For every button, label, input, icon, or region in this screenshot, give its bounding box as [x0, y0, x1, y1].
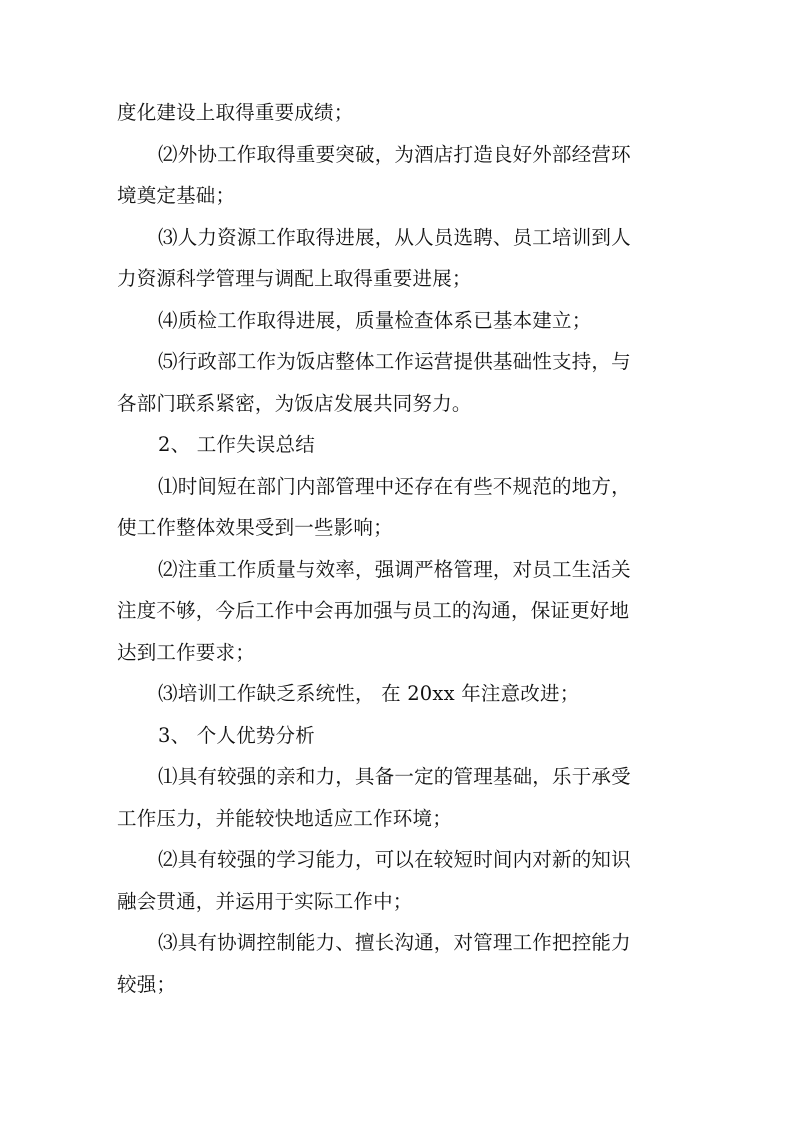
- text-line: 力资源科学管理与调配上取得重要进展；: [117, 267, 472, 290]
- text-line: 融会贯通，并运用于实际工作中；: [117, 889, 413, 913]
- text-line: 境奠定基础；: [117, 184, 236, 207]
- text-line: 度化建设上取得重要成绩；: [117, 101, 354, 124]
- text-line: ⑴具有较强的亲和力，具备一定的管理基础，乐于承受: [158, 765, 631, 788]
- text-line: ⑶培训工作缺乏系统性， 在 20xx 年注意改进；: [158, 682, 580, 705]
- text-line: 注度不够，今后工作中会再加强与员工的沟通，保证更好地: [117, 599, 630, 622]
- text-line: ⑵注重工作质量与效率，强调严格管理，对员工生活关: [158, 557, 631, 581]
- text-line: ⑸行政部工作为饭店整体工作运营提供基础性支持，与: [158, 350, 631, 373]
- text-line: 各部门联系紧密，为饭店发展共同努力。: [117, 391, 472, 415]
- document-page: [117, 92, 677, 1005]
- section-heading: 3、 个人优势分析: [158, 723, 315, 747]
- text-line: 达到工作要求；: [117, 640, 255, 664]
- text-line: ⑵外协工作取得重要突破，为酒店打造良好外部经营环: [158, 142, 631, 166]
- section-heading: 2、 工作失误总结: [158, 433, 315, 456]
- text-line: ⑵具有较强的学习能力，可以在较短时间内对新的知识: [158, 848, 631, 871]
- text-line: 使工作整体效果受到一些影响；: [117, 516, 393, 539]
- text-line: 较强；: [117, 972, 177, 996]
- text-line: ⑶人力资源工作取得进展，从人员选聘、员工培训到人: [158, 225, 631, 249]
- text-line: ⑷质检工作取得进展，质量检查体系已基本建立；: [158, 308, 592, 332]
- text-line: 工作压力，并能较快地适应工作环境；: [117, 806, 452, 830]
- text-line: ⑶具有协调控制能力、擅长沟通，对管理工作把控能力: [158, 931, 631, 954]
- text-line: ⑴时间短在部门内部管理中还存在有些不规范的地方，: [158, 474, 631, 498]
